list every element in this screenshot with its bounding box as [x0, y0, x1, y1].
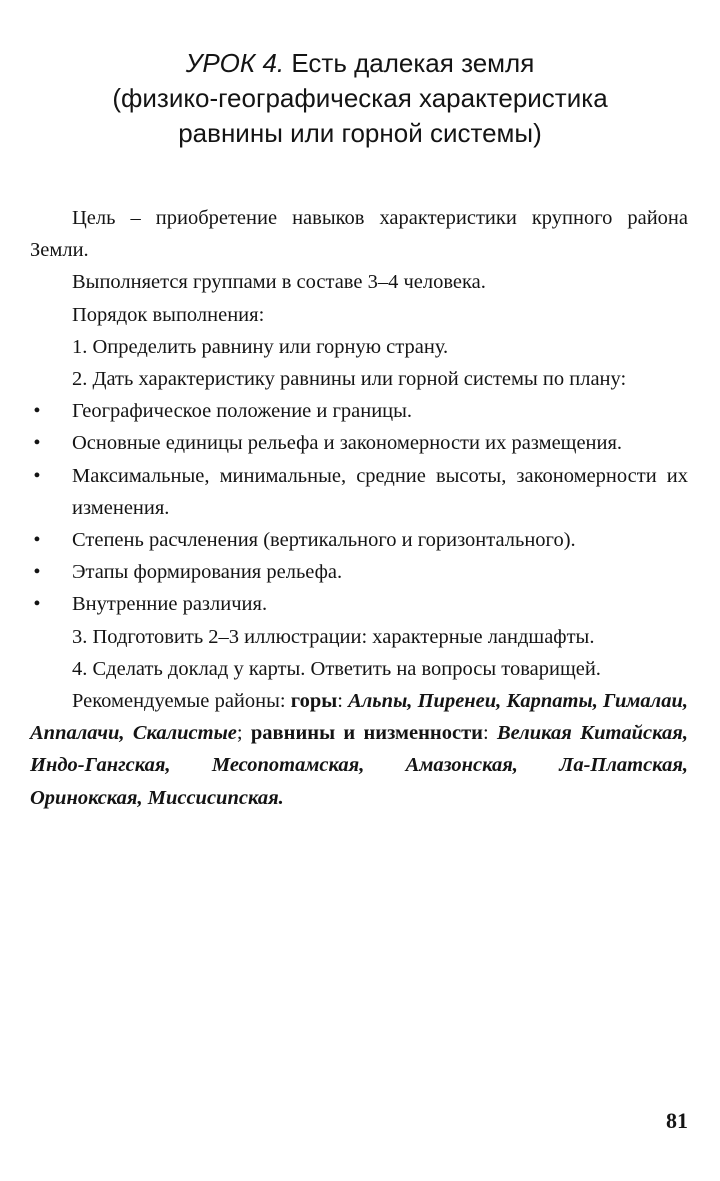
step-1: 1. Определить равнину или горную страну. [72, 335, 449, 358]
plan-item-text: Внутренние различия. [72, 593, 268, 616]
bullet-icon: • [33, 464, 41, 487]
plan-list [30, 395, 688, 620]
bullet-icon: • [33, 561, 41, 584]
heading-line-1 [0, 46, 720, 81]
plan-item-text: Максимальные, минимальные, средние высоты, закономерности их изменения. [72, 464, 688, 519]
heading-line-2: (физико-географическая характеристика [112, 83, 608, 113]
plan-item [30, 427, 688, 459]
heading-line-3: равнины или горной системы) [178, 118, 542, 148]
plan-item [30, 556, 688, 588]
mountains-list: Альпы, Пиренеи, Карпаты, Гималаи, Аппалачи, Скалистые [30, 690, 688, 745]
order-paragraph: Порядок выполнения: [72, 303, 265, 326]
plan-item-text: Этапы формирования рельефа. [72, 561, 343, 584]
bullet-icon: • [33, 593, 41, 616]
plains-colon: : [482, 722, 497, 745]
regions-separator: ; [236, 722, 251, 745]
page-number: 81 [666, 1108, 688, 1133]
bullet-icon: • [33, 529, 41, 552]
groups-paragraph: Выполняется группами в составе 3–4 человека. [72, 271, 486, 294]
recommended-regions [30, 685, 688, 814]
plan-item [30, 395, 688, 427]
step-4: 4. Сделать доклад у карты. Ответить на вопросы товарищей. [72, 657, 601, 680]
bullet-icon: • [33, 432, 41, 455]
goal-paragraph: Цель – приобретение навыков характеристики крупного района Земли. [30, 207, 688, 262]
lesson-body [30, 202, 688, 814]
lesson-heading [0, 46, 720, 151]
mountains-label: горы [290, 690, 338, 713]
step-2: 2. Дать характеристику равнины или горной системы по плану: [72, 368, 627, 391]
step-3: 3. Подготовить 2–3 иллюстрации: характерные ландшафты. [72, 625, 595, 648]
plan-item-text: Степень расчленения (вертикального и горизонтального). [72, 529, 576, 552]
plains-list: Великая Китайская, Индо-Гангская, Месопотамская, Амазонская, Ла-Платская, Оринокская, Миссисипская. [30, 722, 688, 809]
mountains-colon: : [337, 690, 349, 713]
lesson-title: Есть далекая земля [284, 48, 535, 78]
plan-item [30, 588, 688, 620]
bullet-icon: • [33, 400, 41, 423]
plains-label: равнины и низменности [250, 722, 483, 745]
plan-item [30, 524, 688, 556]
plan-item [30, 460, 688, 524]
plan-item-text: Географическое положение и границы. [72, 400, 413, 423]
plan-item-text: Основные единицы рельефа и закономерности их размещения. [72, 432, 623, 455]
recommended-intro: Рекомендуемые районы: [72, 690, 291, 713]
lesson-number: УРОК 4. [185, 48, 285, 78]
